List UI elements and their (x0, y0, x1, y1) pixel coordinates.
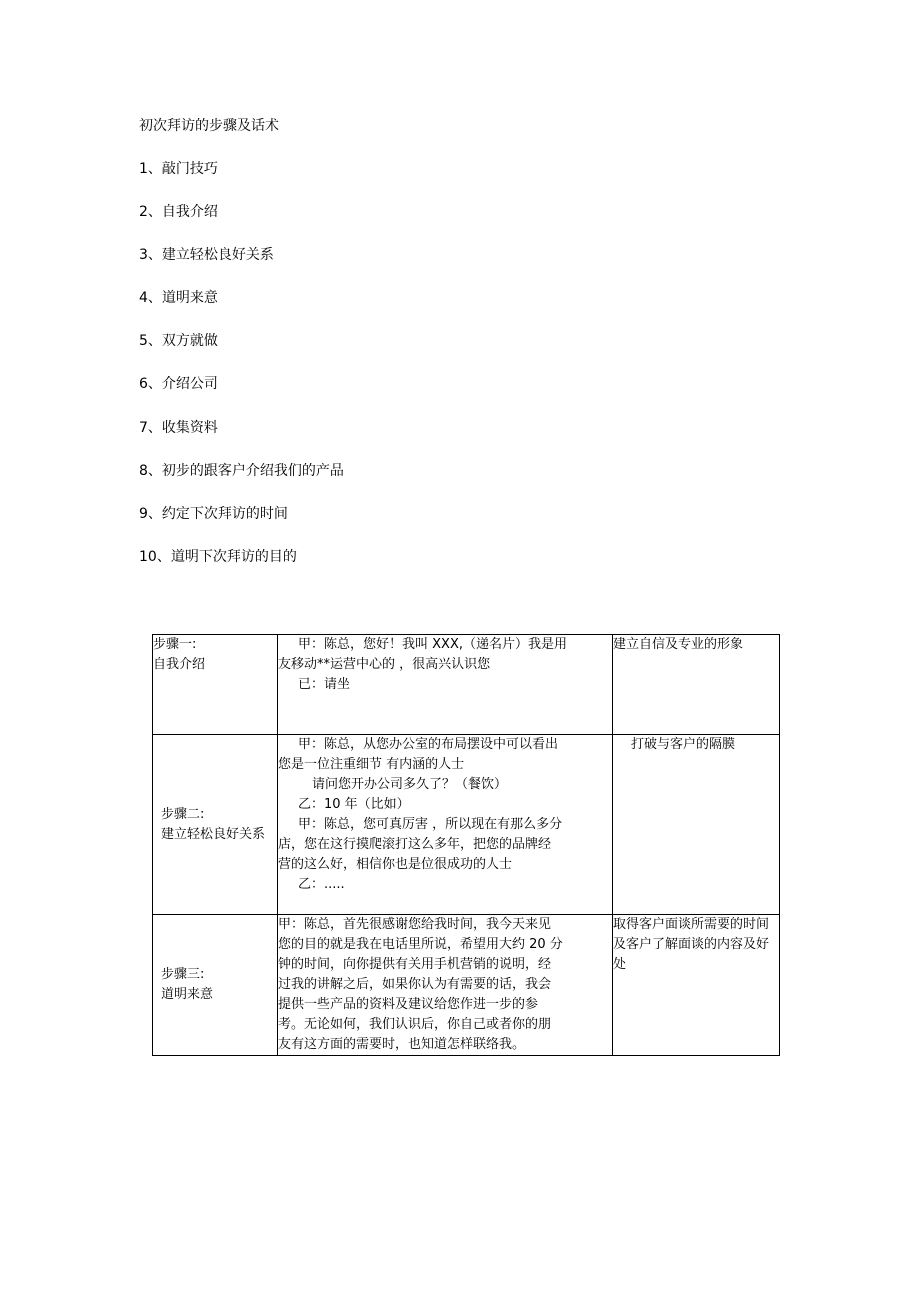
goal-cell: 打破与客户的隔膜 (613, 735, 780, 915)
script-line: 营的这么好，相信你也是位很成功的人士 (278, 857, 513, 872)
list-item: 7、收集资料 (139, 419, 218, 436)
list-item: 10、道明下次拜访的目的 (139, 548, 297, 565)
script-cell (278, 635, 613, 735)
script-line: 友有这方面的需要时，也知道怎样联络我。 (278, 1037, 526, 1052)
step-cell (153, 735, 278, 915)
table-row (153, 635, 780, 735)
script-line: 提供一些产品的资料及建议给您作进一步的参 (278, 997, 539, 1012)
script-line: 甲：陈总，从您办公室的布局摆设中可以看出 (298, 737, 559, 752)
step-name: 自我介绍 (153, 657, 206, 672)
script-line: 您的目的就是我在电话里所说，希望用大约 20 分 (278, 937, 563, 952)
list-item: 2、自我介绍 (139, 204, 218, 221)
document-title: 初次拜访的步骤及话术 (139, 118, 279, 134)
visit-script-table (152, 634, 780, 1056)
step-cell (153, 915, 278, 1056)
script-line: 钟的时间，向你提供有关用手机营销的说明，经 (278, 957, 552, 972)
script-cell (278, 915, 613, 1056)
script-line: 甲：陈总，您可真厉害 ，所以现在有那么多分 (298, 817, 563, 832)
list-item: 5、双方就做 (139, 333, 218, 350)
step-name: 建立轻松良好关系 (161, 826, 266, 842)
step-name: 道明来意 (161, 987, 214, 1002)
script-line: 您是一位注重细节 有内涵的人士 (278, 757, 465, 772)
list-item: 8、初步的跟客户介绍我们的产品 (139, 462, 344, 479)
goal-cell: 建立自信及专业的形象 (613, 635, 780, 735)
step-number: 步骤一: (153, 637, 197, 652)
list-item: 9、约定下次拜访的时间 (139, 505, 288, 522)
step-number: 步骤二: (161, 806, 205, 822)
script-line: 乙：..... (298, 877, 345, 892)
script-line: 已：请坐 (298, 677, 351, 692)
script-cell (278, 735, 613, 915)
list-item: 6、介绍公司 (139, 376, 218, 393)
script-line: 店，您在这行摸爬滚打这么多年，把您的品牌经 (278, 837, 552, 852)
script-line: 友移动**运营中心的 ，很高兴认识您 (278, 657, 491, 672)
list-item: 1、敲门技巧 (139, 161, 218, 177)
step-cell (153, 635, 278, 735)
step-number: 步骤三: (161, 967, 205, 982)
steps-list (139, 160, 344, 591)
table-row (153, 915, 780, 1056)
script-line: 考。无论如何，我们认识后，你自己或者你的朋 (278, 1017, 552, 1032)
goal-cell: 取得客户面谈所需要的时间及客户了解面谈的内容及好处 (613, 915, 780, 1056)
list-item: 3、建立轻松良好关系 (139, 247, 274, 264)
list-item: 4、道明来意 (139, 290, 218, 307)
script-line: 请问您开办公司多久了？（餐饮） (312, 777, 508, 792)
script-line: 过我的讲解之后，如果你认为有需要的话，我会 (278, 977, 552, 992)
script-line: 乙：10 年（比如） (298, 797, 410, 812)
script-line: 甲：陈总，首先很感谢您给我时间，我今天来见 (278, 917, 552, 932)
script-line: 甲：陈总，您好！我叫 XXX,（递名片）我是用 (298, 637, 567, 652)
table-row (153, 735, 780, 915)
